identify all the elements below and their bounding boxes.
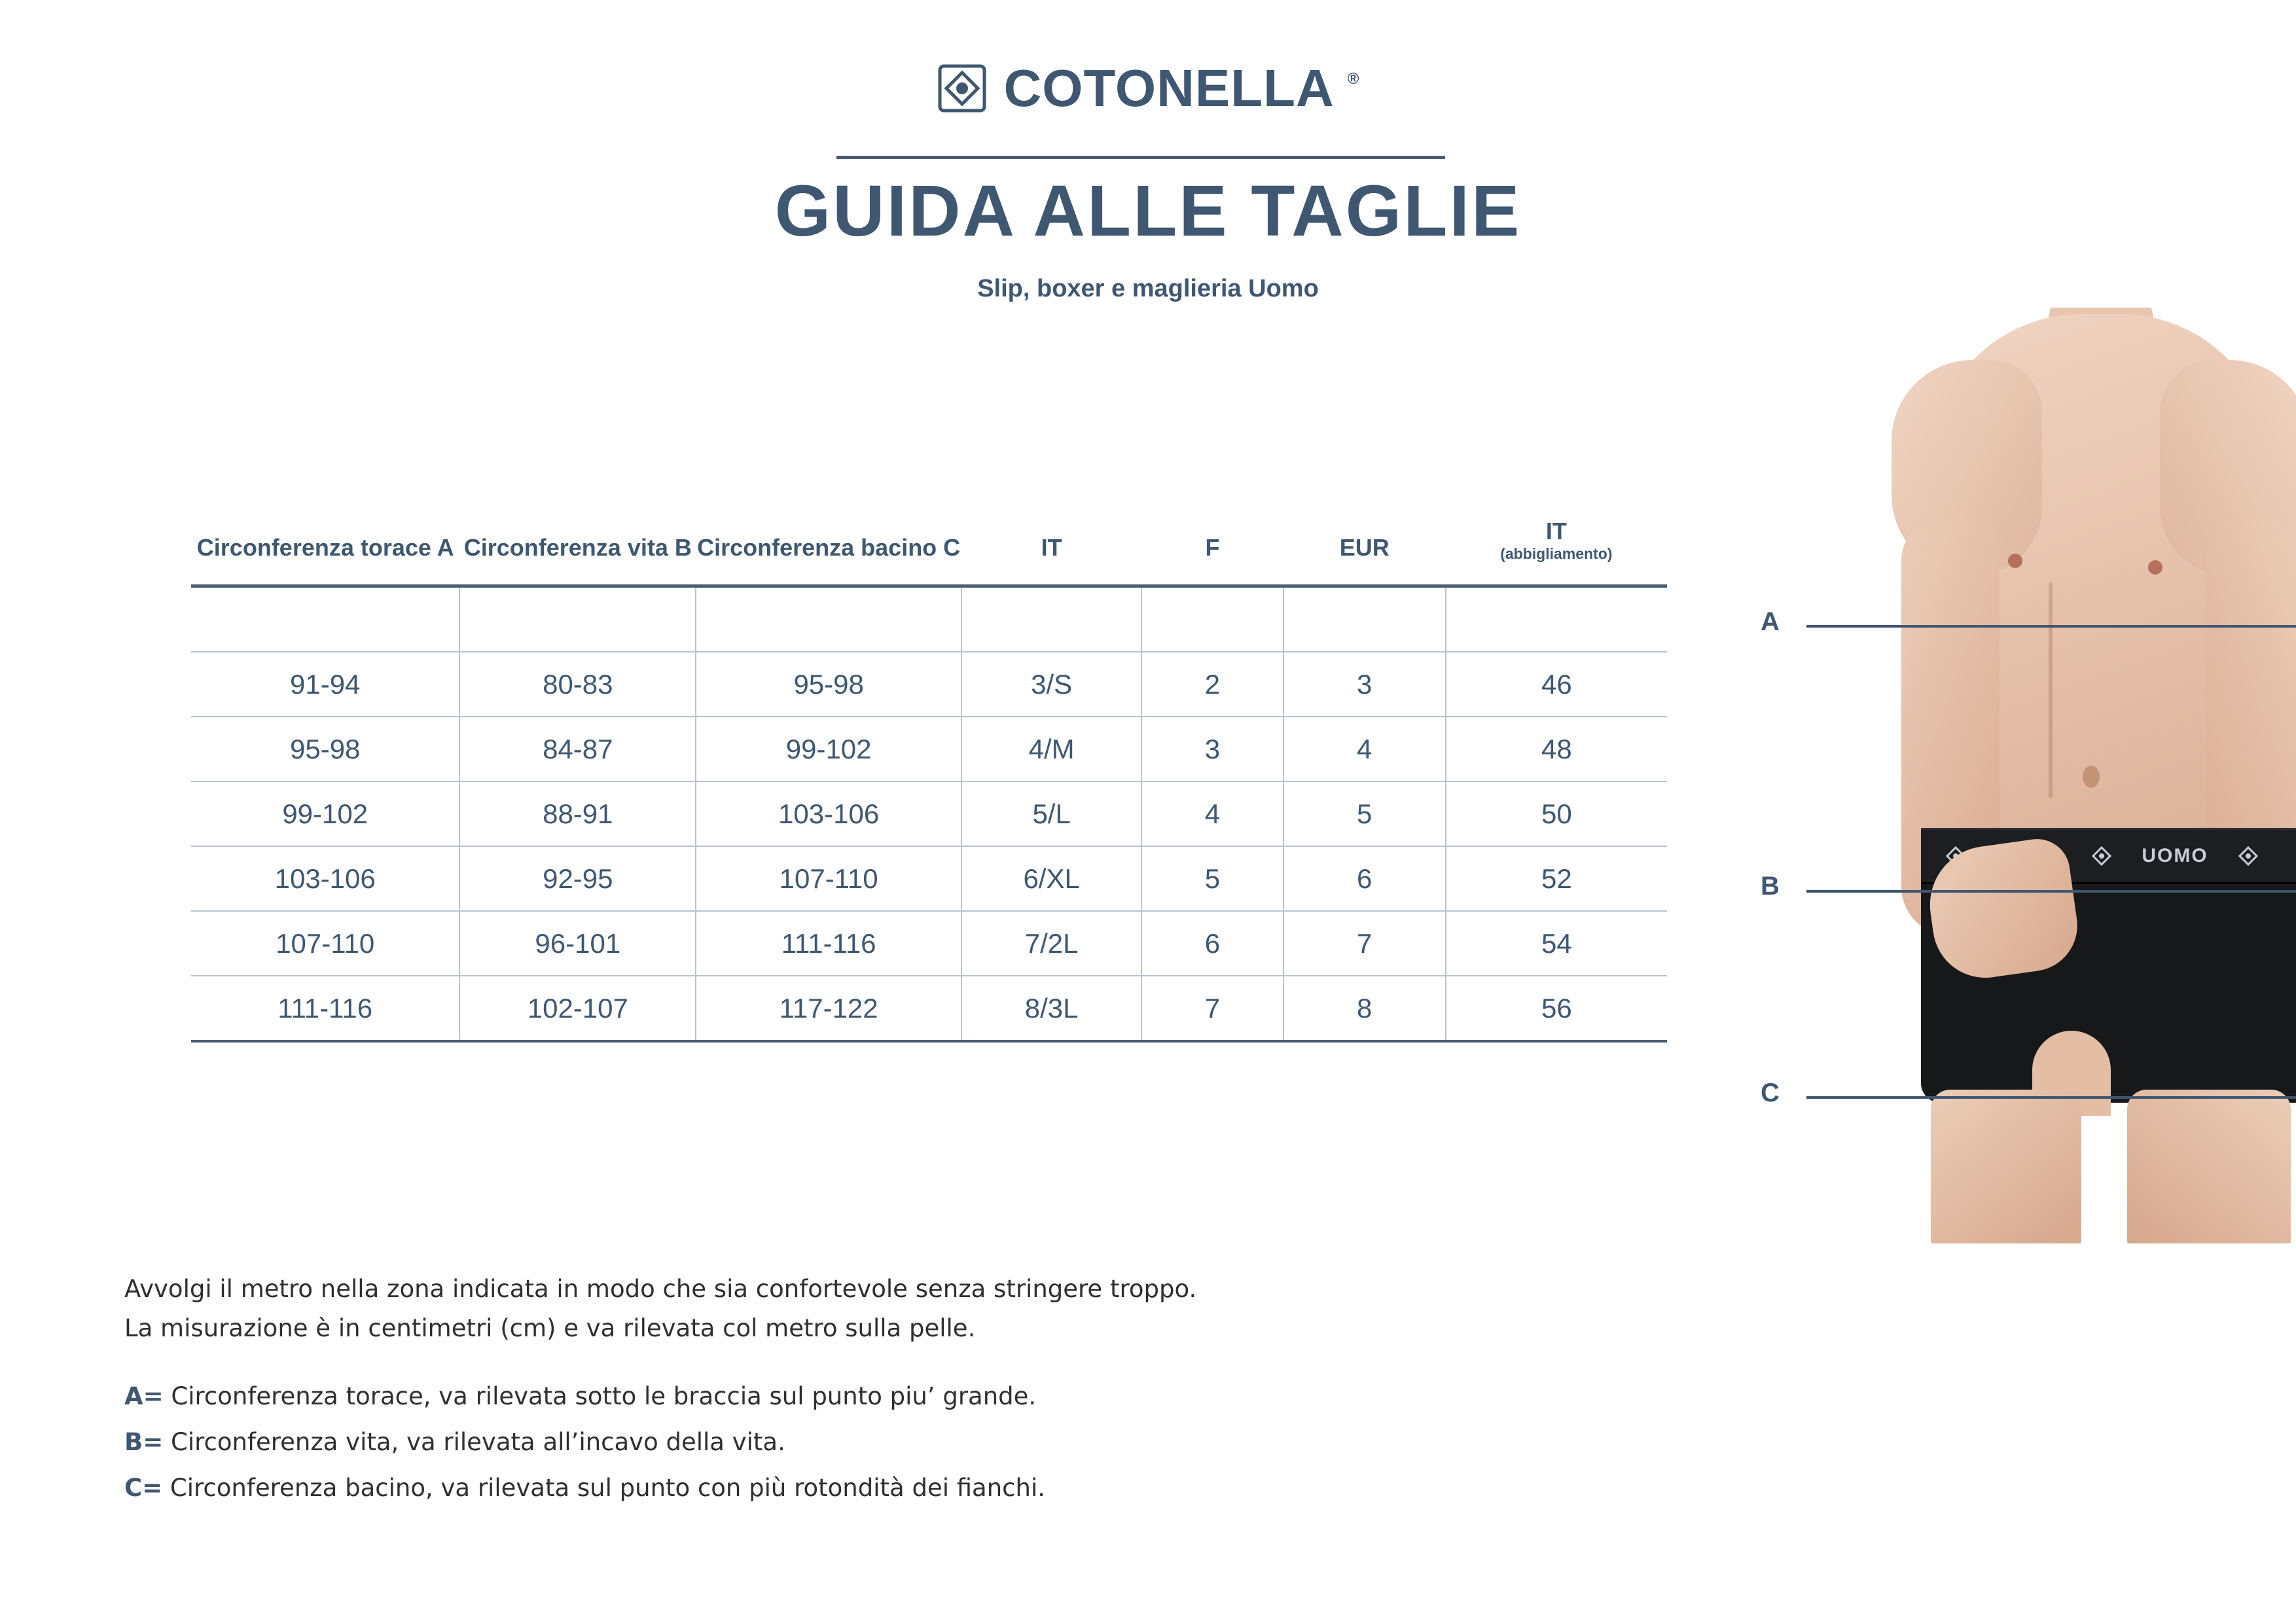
cell-chest: 103-106 [191, 846, 459, 911]
cell-hip: 95-98 [696, 652, 961, 717]
cell-it: 8/3L [961, 976, 1141, 1041]
cell-chest: 99-102 [191, 781, 459, 846]
page-subtitle: Slip, boxer e maglieria Uomo [977, 275, 1319, 302]
cell-hip: 111-116 [696, 911, 961, 976]
cell-it-clothing: 50 [1446, 781, 1667, 846]
column-header-it-clothing [1446, 517, 1667, 586]
measure-line-c [1806, 1096, 2296, 1099]
spacer-cell [961, 586, 1141, 652]
legend-item-a [124, 1377, 1564, 1416]
column-header-hip [696, 517, 961, 586]
cell-f: 3 [1141, 717, 1283, 781]
legend-key-a: A= [124, 1382, 164, 1410]
table-body [191, 586, 1667, 1042]
cell-eur: 3 [1283, 652, 1446, 717]
model-body [1852, 308, 2296, 1243]
cell-hip: 99-102 [696, 717, 961, 781]
cell-hip: 117-122 [696, 976, 961, 1041]
cell-eur: 5 [1283, 781, 1446, 846]
table-row [191, 652, 1667, 717]
column-header-it-clothing-sub: (abbigliamento) [1500, 544, 1613, 562]
model-thigh-left [1931, 1090, 2081, 1243]
table-row [191, 781, 1667, 846]
cell-waist: 92-95 [459, 846, 696, 911]
cell-it: 6/XL [961, 846, 1141, 911]
brand-name: COTONELLA [1003, 59, 1335, 117]
measure-label-a: A [1761, 607, 1780, 636]
cell-it-clothing: 56 [1446, 976, 1667, 1041]
brand-header [0, 59, 2296, 117]
size-table [191, 517, 1667, 1043]
cell-chest: 107-110 [191, 911, 459, 976]
legend-key-b: B= [124, 1427, 164, 1456]
brand-registered-mark: ® [1347, 70, 1359, 88]
table-header-row [191, 517, 1667, 586]
cell-it: 5/L [961, 781, 1141, 846]
legend-text-b: Circonferenza vita, va rilevata all’incavo della vita. [170, 1427, 785, 1456]
cell-eur: 8 [1283, 976, 1446, 1041]
model-chest-detail-left [2008, 554, 2022, 568]
spacer-cell [1446, 586, 1667, 652]
waistband-logo-icon [2090, 845, 2113, 867]
header-divider [836, 156, 1445, 159]
cell-f: 7 [1141, 976, 1283, 1041]
cell-eur: 6 [1283, 846, 1446, 911]
cell-f: 2 [1141, 652, 1283, 717]
cell-waist: 80-83 [459, 652, 696, 717]
cell-chest: 95-98 [191, 717, 459, 781]
instructions-block [124, 1270, 1564, 1514]
cell-eur: 7 [1283, 911, 1446, 976]
instruction-line-2: La misurazione è in centimetri (cm) e va rilevata col metro sulla pelle. [124, 1313, 976, 1342]
column-header-chest-label: Circonferenza torace A [196, 534, 454, 562]
column-header-f [1141, 517, 1283, 586]
column-header-hip-label: Circonferenza bacino C [697, 534, 961, 562]
waistband-logo-icon [2237, 845, 2259, 867]
cell-it-clothing: 52 [1446, 846, 1667, 911]
legend-key-c: C= [124, 1473, 163, 1502]
spacer-cell [1141, 586, 1283, 652]
cell-it-clothing: 48 [1446, 717, 1667, 781]
model-abdomen-line [2049, 582, 2053, 798]
cell-hip: 103-106 [696, 781, 961, 846]
model-navel [2083, 766, 2100, 788]
cell-waist: 84-87 [459, 717, 696, 781]
male-model-illustration [1806, 308, 2296, 1243]
column-header-it-clothing-label: IT [1545, 518, 1567, 544]
cell-waist: 88-91 [459, 781, 696, 846]
measure-label-b: B [1761, 872, 1780, 901]
waistband-text-2: UOMO [2142, 845, 2208, 866]
cell-chest: 91-94 [191, 652, 459, 717]
cell-it-clothing: 54 [1446, 911, 1667, 976]
measurement-instructions [124, 1270, 1564, 1348]
column-header-f-label: F [1205, 534, 1220, 562]
table-row [191, 717, 1667, 781]
spacer-cell [696, 586, 961, 652]
cell-hip: 107-110 [696, 846, 961, 911]
table-row [191, 976, 1667, 1041]
legend-text-a: Circonferenza torace, va rilevata sotto le braccia sul punto piu’ grande. [171, 1382, 1037, 1410]
table-spacer-row [191, 586, 1667, 652]
cell-it: 3/S [961, 652, 1141, 717]
cell-f: 6 [1141, 911, 1283, 976]
cell-waist: 102-107 [459, 976, 696, 1041]
cell-waist: 96-101 [459, 911, 696, 976]
cell-it: 7/2L [961, 911, 1141, 976]
cell-f: 4 [1141, 781, 1283, 846]
measure-label-c: C [1761, 1079, 1780, 1107]
spacer-cell [191, 586, 459, 652]
legend-item-c [124, 1469, 1564, 1508]
column-header-eur [1283, 517, 1446, 586]
cotonella-diamond-icon [937, 63, 987, 113]
model-chest-detail-right [2148, 560, 2162, 575]
column-header-waist-label: Circonferenza vita B [463, 534, 692, 562]
measure-line-b [1806, 890, 2296, 893]
cell-chest: 111-116 [191, 976, 459, 1041]
table-row [191, 911, 1667, 976]
legend-text-c: Circonferenza bacino, va rilevata sul punto con più rotondità dei fianchi. [170, 1473, 1046, 1502]
measure-line-a [1806, 625, 2296, 628]
cell-f: 5 [1141, 846, 1283, 911]
model-thigh-right [2127, 1090, 2291, 1243]
spacer-cell [1283, 586, 1446, 652]
cell-it: 4/M [961, 717, 1141, 781]
column-header-chest [191, 517, 459, 586]
column-header-waist [459, 517, 696, 586]
page-title: GUIDA ALLE TAGLIE [774, 171, 1522, 251]
legend-item-b [124, 1423, 1564, 1462]
column-header-it-label: IT [1041, 534, 1062, 562]
cell-it-clothing: 46 [1446, 652, 1667, 717]
column-header-eur-label: EUR [1339, 534, 1390, 562]
size-table-container [191, 517, 1667, 1043]
cell-eur: 4 [1283, 717, 1446, 781]
table-row [191, 846, 1667, 911]
column-header-it [961, 517, 1141, 586]
spacer-cell [459, 586, 696, 652]
instruction-line-1: Avvolgi il metro nella zona indicata in modo che sia confortevole senza stringere troppo. [124, 1275, 1197, 1303]
